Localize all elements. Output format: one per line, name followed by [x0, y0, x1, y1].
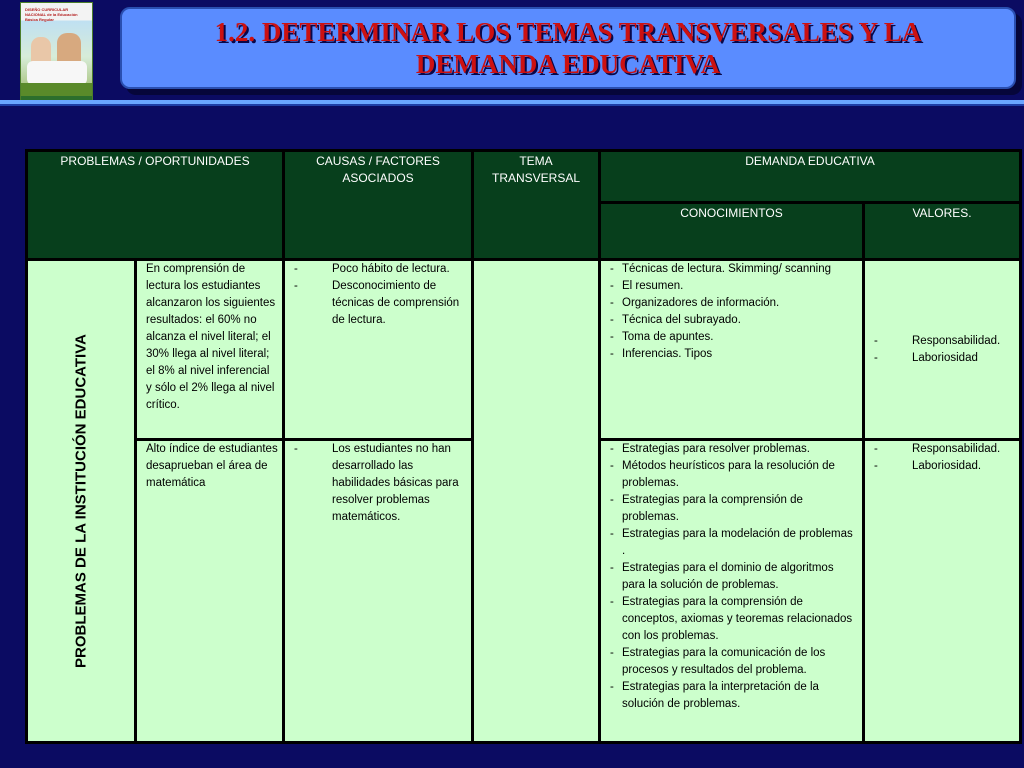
list-item: - Técnicas de lectura. Skimming/ scanning — [610, 261, 858, 278]
header-demanda: DEMANDA EDUCATIVA — [600, 151, 1021, 203]
causes-cell — [284, 260, 473, 440]
curriculum-cover-thumbnail — [20, 2, 93, 102]
conocimientos-cell — [600, 260, 864, 440]
list-item: - Responsabilidad. — [874, 333, 1015, 350]
problem-cell: En comprensión de lectura los estudiantes alcanzaron los siguientes resultados: el 60% no alcanza el nivel literal; el 30% llega al nivel literal; el 8% al nivel inferencial y sólo el 2% llega al nivel crítico. — [136, 260, 284, 440]
demand-table — [25, 149, 1022, 744]
list-item: - Estrategias para la interpretación de la solución de problemas. — [610, 679, 858, 713]
list-item: - Organizadores de información. — [610, 295, 858, 312]
list-item: - Responsabilidad. — [874, 441, 1015, 458]
valores-cell — [864, 440, 1021, 743]
list-item: - Los estudiantes no han desarrollado las habilidades básicas para resolver problemas matemáticos. — [294, 441, 467, 526]
list-item: - Poco hábito de lectura. — [294, 261, 467, 278]
list-item: - Estrategias para resolver problemas. — [610, 441, 858, 458]
valores-cell — [864, 260, 1021, 440]
list-item: - Laboriosidad — [874, 350, 1015, 367]
conocimientos-cell — [600, 440, 864, 743]
header-causas: CAUSAS / FACTORES ASOCIADOS — [284, 151, 473, 260]
list-item: - Desconocimiento de técnicas de comprensión de lectura. — [294, 278, 467, 329]
list-item: - Estrategias para la modelación de problemas . — [610, 526, 858, 560]
slide-title: 1.2. DETERMINAR LOS TEMAS TRANSVERSALES Y LA DEMANDA EDUCATIVA — [214, 17, 922, 79]
list-item: - Métodos heurísticos para la resolución de problemas. — [610, 458, 858, 492]
list-item: - Estrategias para el dominio de algoritmos para la solución de problemas. — [610, 560, 858, 594]
row-group-label-cell — [27, 260, 136, 743]
list-item: - Técnica del subrayado. — [610, 312, 858, 329]
list-item: - Inferencias. Tipos — [610, 346, 858, 363]
header-tema: TEMA TRANSVERSAL — [473, 151, 600, 260]
list-item: - Estrategias para la comprensión de problemas. — [610, 492, 858, 526]
list-item: - Toma de apuntes. — [610, 329, 858, 346]
list-item: - Estrategias para la comunicación de los procesos y resultados del problema. — [610, 645, 858, 679]
header-problemas: PROBLEMAS / OPORTUNIDADES — [27, 151, 284, 260]
cover-title: DISEÑO CURRICULAR NACIONAL de la Educación Básica Regular — [25, 7, 78, 22]
problem-cell: Alto índice de estudiantes desaprueban el área de matemática — [136, 440, 284, 743]
list-item: - Laboriosidad. — [874, 458, 1015, 475]
header-valores: VALORES. — [864, 203, 1021, 260]
header-conocimientos: CONOCIMIENTOS — [600, 203, 864, 260]
causes-cell — [284, 440, 473, 743]
title-banner — [120, 7, 1016, 89]
list-item: - El resumen. — [610, 278, 858, 295]
list-item: - Estrategias para la comprensión de conceptos, axiomas y teoremas relacionados con los problemas. — [610, 594, 858, 645]
row-group-label: PROBLEMAS DE LA INSTITUCIÓN EDUCATIVA — [72, 334, 90, 668]
tema-transversal-cell — [473, 260, 600, 743]
